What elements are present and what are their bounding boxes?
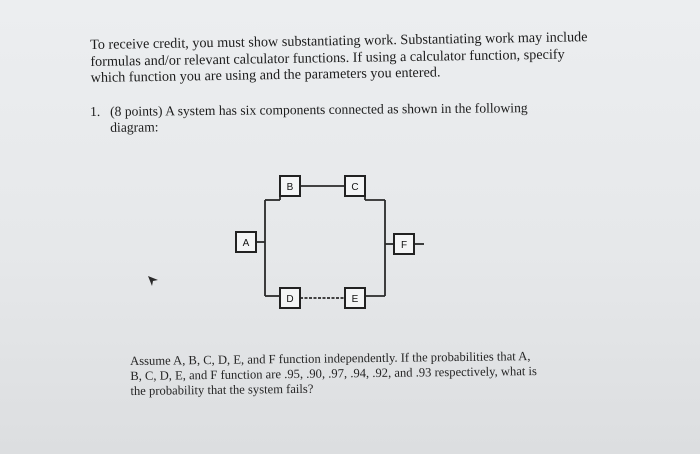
system-diagram-svg (220, 166, 450, 316)
question-number: 1. (90, 103, 101, 119)
question-1 (90, 99, 630, 136)
assumption-line-3: the probability that the system fails? (130, 381, 314, 398)
assumption-line-1: Assume A, B, C, D, E, and F function independently. If the probabilities that A, (130, 349, 531, 368)
system-diagram (220, 166, 450, 316)
instructions-line-1: To receive credit, you must show substantiating work. Substantiating work may include (90, 29, 588, 53)
instructions-paragraph (90, 29, 621, 87)
question-text-line-2: diagram: (110, 119, 159, 135)
component-b-label: B (286, 182, 294, 193)
component-d-label: D (286, 294, 294, 305)
arrow-cursor-icon (147, 275, 159, 287)
assumption-line-2: B, C, D, E, and F function are .95, .90, .97, .94, .92, and .93 respectively, what is (130, 364, 537, 383)
question-text-line-1: (8 points) A system has six components connected as shown in the following (109, 100, 528, 119)
component-e-label: E (351, 294, 359, 305)
component-f-label: F (400, 240, 408, 251)
instructions-line-2: formulas and/or relevant calculator functions. If using a calculator function, specify (90, 46, 565, 70)
instructions-line-3: which function you are using and the parameters you entered. (90, 64, 441, 86)
assumption-paragraph (130, 348, 621, 399)
component-c-label: C (351, 182, 359, 193)
component-a-label: A (242, 238, 250, 249)
